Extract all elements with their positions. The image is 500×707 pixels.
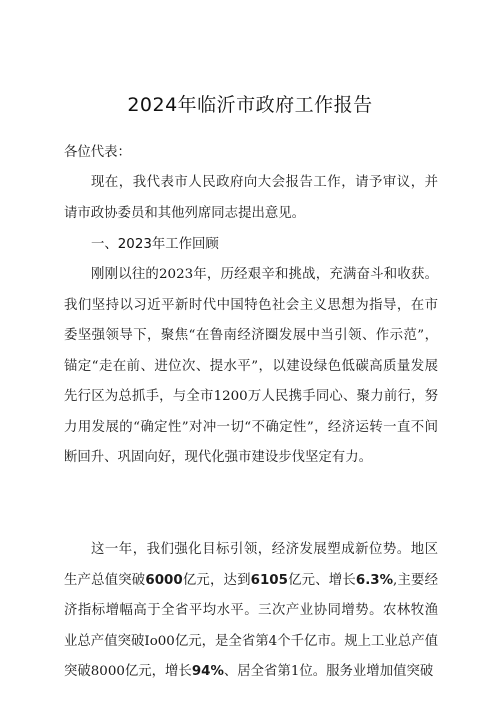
year-text-9: 位。服务业增加值突破 <box>299 664 434 679</box>
review-paragraph: 刚刚以往的2023年，历经艰辛和挑战，充满奋斗和收获。我们坚持以习近平新时代中国特色社会主义思想为指导，在市委坚强领导下，聚焦“在鲁南经济圈发展中当引领、作示范”，锚定“走在前、进位次、提水平”，以建设绿色低碳高质量发展先行区为总抓手，与全市1200万人民携手同心、聚力前行，努力用发展的“确定性”对冲一切“不确定性”，经济运转一直不间断回升、巩固向好，现代化强市建设步伐坚定有力。 <box>64 267 438 465</box>
province-rank-value: 4 <box>268 633 278 649</box>
salutation: 各位代表： <box>64 145 131 160</box>
year-text-8: 、居全省第 <box>223 664 291 679</box>
agri-output-value: Io00 <box>144 633 175 649</box>
gdp-value: 6105 <box>250 572 288 588</box>
industrial-rank-value: 1 <box>290 664 300 679</box>
gdp-growth-value: 6.3% <box>355 572 394 588</box>
industrial-output-value: 8000 <box>90 664 125 679</box>
year-text-7: 亿元，增长 <box>124 664 192 679</box>
intro-paragraph: 现在，我代表市人民政府向大会报告工作，请予审议，并请市政协委员和其他列席同志提出意见。 <box>64 175 438 221</box>
gdp-threshold-value: 6000 <box>145 572 183 588</box>
year-text-3: 亿元、增长 <box>287 572 356 588</box>
year-text-5: 亿元，是全省第 <box>174 633 269 649</box>
industrial-growth-value: 94% <box>191 664 224 679</box>
year-text-2: 亿元，达到 <box>182 572 251 588</box>
year-text-6: 个千亿市。规上工业总产值突破 <box>64 633 439 679</box>
section-heading: 一、2023年工作回顾 <box>91 237 219 252</box>
year-paragraph <box>64 535 438 688</box>
year-text-1: 这一年，我们强化目标引领，经济发展塑成新位势。地区生产总值突破 <box>64 542 438 588</box>
year-text-4: ,主要经济指标增幅高于全省平均水平。三次产业协同增势。农林牧渔业总产值突破 <box>64 572 438 649</box>
document-title: 2024年临沂市政府工作报告 <box>127 94 373 116</box>
